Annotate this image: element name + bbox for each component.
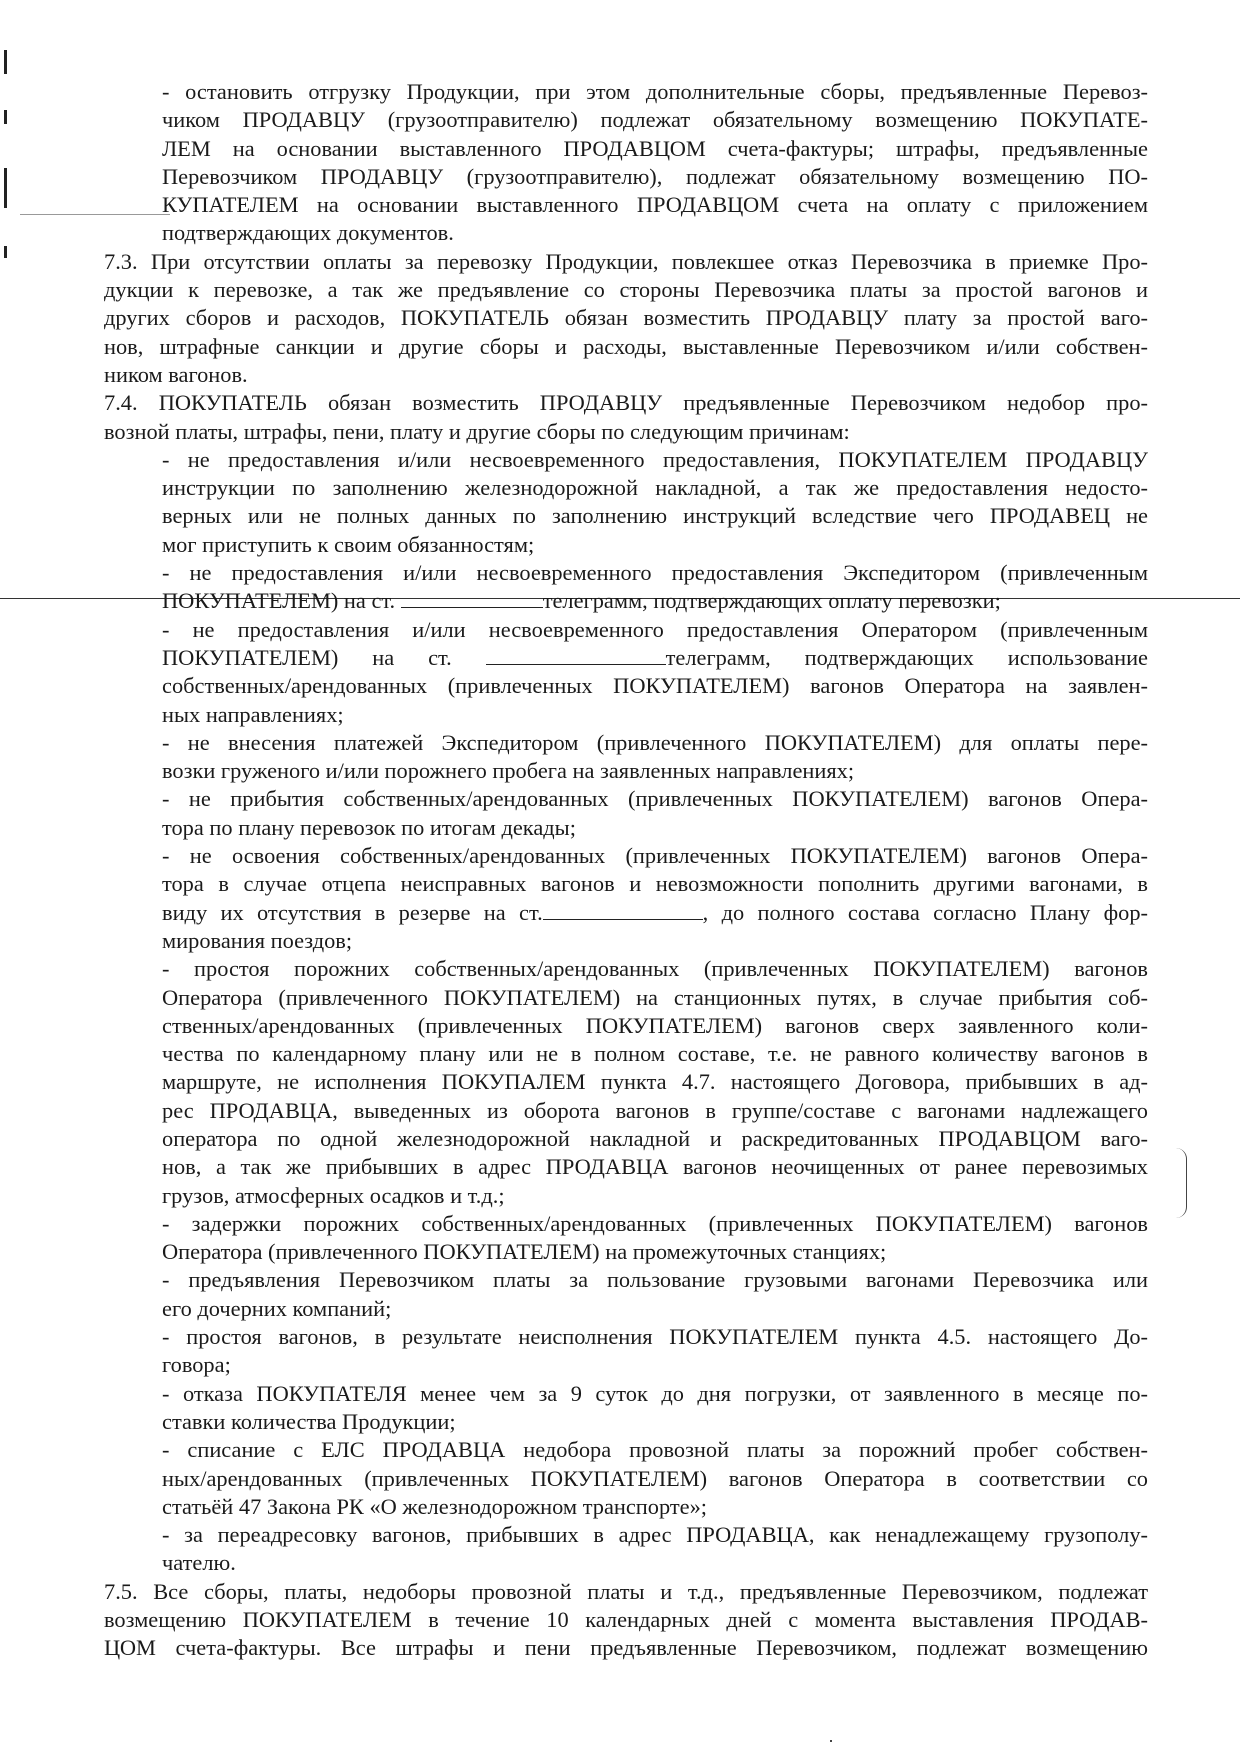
line-text: - не предоставления и/или несвоевременного предоставления, ПОКУПАТЕЛЕМ ПРОДАВЦУ	[162, 446, 1148, 472]
fill-in-blank	[486, 646, 666, 665]
document-line	[104, 219, 1148, 247]
line-text: чиком ПРОДАВЦУ (грузоотправителю) подлежат обязательному возмещению ПОКУПАТЕ-	[162, 107, 1148, 133]
line-text: чателю.	[162, 1550, 236, 1576]
scan-margin-marks	[4, 50, 8, 270]
line-text: - за переадресовку вагонов, прибывших в адрес ПРОДАВЦА, как ненадлежащему грузополу-	[162, 1522, 1148, 1548]
document-line	[104, 701, 1148, 729]
line-text-before-blank: ПОКУПАТЕЛЕМ) на ст.	[162, 644, 486, 670]
line-text: 7.3. При отсутствии оплаты за перевозку Продукции, повлекшее отказ Перевозчика в приемке Про-	[104, 248, 1148, 274]
document-line	[104, 446, 1148, 474]
document-line	[104, 135, 1148, 163]
line-text: мог приступить к своим обязанностям;	[162, 531, 535, 557]
line-text: - не предоставления и/или несвоевременного предоставления Оператором (привлеченным	[162, 616, 1148, 642]
line-text: - не внесения платежей Экспедитором (привлеченного ПОКУПАТЕЛЕМ) для оплаты пере-	[162, 729, 1148, 755]
document-line	[104, 1012, 1148, 1040]
document-line	[104, 587, 1148, 615]
line-text: - не освоения собственных/арендованных (привлеченных ПОКУПАТЕЛЕМ) вагонов Опера-	[162, 843, 1148, 869]
line-text: дукции к перевозке, а так же предъявление со стороны Перевозчика платы за простой вагонов и	[104, 277, 1148, 303]
line-text-before-blank: ПОКУПАТЕЛЕМ) на ст.	[162, 588, 401, 614]
line-text: ставки количества Продукции;	[162, 1408, 456, 1434]
document-line	[104, 1634, 1148, 1662]
line-text: - отказа ПОКУПАТЕЛЯ менее чем за 9 суток до дня погрузки, от заявленного в месяце по-	[162, 1380, 1148, 1406]
line-text: Оператора (привлеченного ПОКУПАТЕЛЕМ) на промежуточных станциях;	[162, 1239, 887, 1265]
document-line	[104, 1238, 1148, 1266]
document-line	[104, 106, 1148, 134]
document-line	[104, 389, 1148, 417]
document-line	[104, 899, 1148, 927]
handwritten-bracket-mark	[1176, 1148, 1187, 1218]
line-text: - простоя порожних собственных/арендованных (привлеченных ПОКУПАТЕЛЕМ) вагонов	[162, 956, 1148, 982]
line-text-after-blank: телеграмм, подтверждающих использование	[665, 644, 1148, 670]
line-text: 7.5. Все сборы, платы, недоборы провозной платы и т.д., предъявленные Перевозчиком, подлежат	[104, 1578, 1148, 1604]
document-line	[104, 191, 1148, 219]
document-line	[104, 418, 1148, 446]
document-line	[104, 1493, 1148, 1521]
line-text: грузов, атмосферных осадков и т.д.;	[162, 1182, 505, 1208]
line-text: - списание с ЕЛС ПРОДАВЦА недобора провозной платы за порожний пробег собствен-	[162, 1437, 1148, 1463]
document-line	[104, 304, 1148, 332]
document-line	[104, 361, 1148, 389]
document-line	[104, 1578, 1148, 1606]
document-line	[104, 559, 1148, 587]
line-text: тора по плану перевозок по итогам декады;	[162, 814, 576, 840]
document-line	[104, 1408, 1148, 1436]
line-text: нов, а так же прибывших в адрес ПРОДАВЦА вагонов неочищенных от ранее перевозимых	[162, 1154, 1148, 1180]
document-line	[104, 616, 1148, 644]
fill-in-blank	[543, 901, 703, 920]
document-line	[104, 531, 1148, 559]
line-text-after-blank: телеграмм, подтверждающих оплату перевозки;	[542, 588, 1001, 614]
line-text-after-blank: , до полного состава согласно Плану фор-	[702, 899, 1148, 925]
document-line	[104, 984, 1148, 1012]
line-text: оператора по одной железнодорожной накладной и раскредитованных ПРОДАВЦОМ ваго-	[162, 1125, 1148, 1151]
line-text: верных или не полных данных по заполнению инструкций вследствие чего ПРОДАВЕЦ не	[162, 503, 1148, 529]
line-text: ником вагонов.	[104, 361, 248, 387]
document-line	[104, 1521, 1148, 1549]
document-line	[104, 955, 1148, 983]
line-text: говора;	[162, 1352, 231, 1378]
line-text: маршруте, не исполнения ПОКУПАЛЕМ пункта 4.7. настоящего Договора, прибывших в ад-	[162, 1069, 1148, 1095]
document-line	[104, 672, 1148, 700]
document-line	[104, 333, 1148, 361]
line-text-before-blank: виду их отсутствия в резерве на ст.	[162, 899, 543, 925]
document-line	[104, 1153, 1148, 1181]
scan-speck	[830, 1740, 832, 1742]
line-text: его дочерних компаний;	[162, 1295, 392, 1321]
line-text: ных/арендованных (привлеченных ПОКУПАТЕЛЕМ) вагонов Оператора в соответствии со	[162, 1465, 1148, 1491]
document-line	[104, 729, 1148, 757]
line-text: Перевозчиком ПРОДАВЦУ (грузоотправителю), подлежат обязательному возмещению ПО-	[162, 163, 1148, 189]
line-text: Оператора (привлеченного ПОКУПАТЕЛЕМ) на станционных путях, в случае прибытия соб-	[162, 984, 1148, 1010]
line-text: - задержки порожних собственных/арендованных (привлеченных ПОКУПАТЕЛЕМ) вагонов	[162, 1210, 1148, 1236]
line-text: - не предоставления и/или несвоевременного предоставления Экспедитором (привлеченным	[162, 560, 1148, 586]
line-text: чества по календарному плану или не в полном составе, т.е. не равного количеству вагонов в	[162, 1041, 1148, 1067]
line-text: - не прибытия собственных/арендованных (привлеченных ПОКУПАТЕЛЕМ) вагонов Опера-	[162, 786, 1148, 812]
document-line	[104, 785, 1148, 813]
line-text: - простоя вагонов, в результате неисполнения ПОКУПАТЕЛЕМ пункта 4.5. настоящего До-	[162, 1324, 1148, 1350]
line-text: нов, штрафные санкции и другие сборы и расходы, выставленные Перевозчиком и/или собствен-	[104, 333, 1148, 359]
line-text: статьёй 47 Закона РК «О железнодорожном транспорте»;	[162, 1493, 708, 1519]
document-line	[104, 1436, 1148, 1464]
line-text: инструкции по заполнению железнодорожной накладной, а так же предоставления недосто-	[162, 475, 1148, 501]
document-line	[104, 814, 1148, 842]
document-line	[104, 1068, 1148, 1096]
line-text: 7.4. ПОКУПАТЕЛЬ обязан возместить ПРОДАВЦУ предъявленные Перевозчиком недобор про-	[104, 390, 1148, 416]
document-line	[104, 474, 1148, 502]
fill-in-blank	[401, 589, 543, 608]
document-line	[104, 1210, 1148, 1238]
line-text: ЛЕМ на основании выставленного ПРОДАВЦОМ счета-фактуры; штрафы, предъявленные	[162, 135, 1148, 161]
line-text: ственных/арендованных (привлеченных ПОКУПАТЕЛЕМ) вагонов сверх заявленного коли-	[162, 1012, 1148, 1038]
line-text: КУПАТЕЛЕМ на основании выставленного ПРОДАВЦОМ счета на оплату с приложением	[162, 192, 1148, 218]
line-text: собственных/арендованных (привлеченных ПОКУПАТЕЛЕМ) вагонов Оператора на заявлен-	[162, 673, 1148, 699]
line-text: других сборов и расходов, ПОКУПАТЕЛЬ обязан возместить ПРОДАВЦУ плату за простой ваго-	[104, 305, 1148, 331]
document-line	[104, 1351, 1148, 1379]
line-text: ных направлениях;	[162, 701, 344, 727]
line-text: рес ПРОДАВЦА, выведенных из оборота вагонов в группе/составе с вагонами надлежащего	[162, 1097, 1148, 1123]
line-text: ЦОМ счета-фактуры. Все штрафы и пени предъявленные Перевозчиком, подлежат возмещению	[104, 1635, 1148, 1661]
line-text: возной платы, штрафы, пени, плату и другие сборы по следующим причинам:	[104, 418, 850, 444]
document-line	[104, 927, 1148, 955]
document-line	[104, 163, 1148, 191]
document-line	[104, 1380, 1148, 1408]
line-text: тора в случае отцепа неисправных вагонов и невозможности пополнить другими вагонами, в	[162, 871, 1148, 897]
document-line	[104, 1465, 1148, 1493]
document-line	[104, 78, 1148, 106]
document-line	[104, 1125, 1148, 1153]
line-text: мирования поездов;	[162, 927, 353, 953]
line-text: возки груженого и/или порожнего пробега на заявленных направлениях;	[162, 758, 855, 784]
document-line	[104, 870, 1148, 898]
document-line	[104, 1266, 1148, 1294]
document-line	[104, 1182, 1148, 1210]
document-body	[104, 78, 1148, 1663]
document-line	[104, 842, 1148, 870]
document-line	[104, 1040, 1148, 1068]
document-line	[104, 248, 1148, 276]
line-text: - остановить отгрузку Продукции, при этом дополнительные сборы, предъявленные Перевоз-	[162, 79, 1148, 104]
document-line	[104, 1549, 1148, 1577]
line-text: возмещению ПОКУПАТЕЛЕМ в течение 10 календарных дней с момента выставления ПРОДАВ-	[104, 1607, 1148, 1633]
line-text: - предъявления Перевозчиком платы за пользование грузовыми вагонами Перевозчика или	[162, 1267, 1148, 1293]
document-line	[104, 1097, 1148, 1125]
document-line	[104, 1323, 1148, 1351]
document-line	[104, 1606, 1148, 1634]
document-line	[104, 1295, 1148, 1323]
document-line	[104, 276, 1148, 304]
document-line	[104, 757, 1148, 785]
line-text: подтверждающих документов.	[162, 220, 454, 246]
document-line	[104, 644, 1148, 672]
document-line	[104, 502, 1148, 530]
